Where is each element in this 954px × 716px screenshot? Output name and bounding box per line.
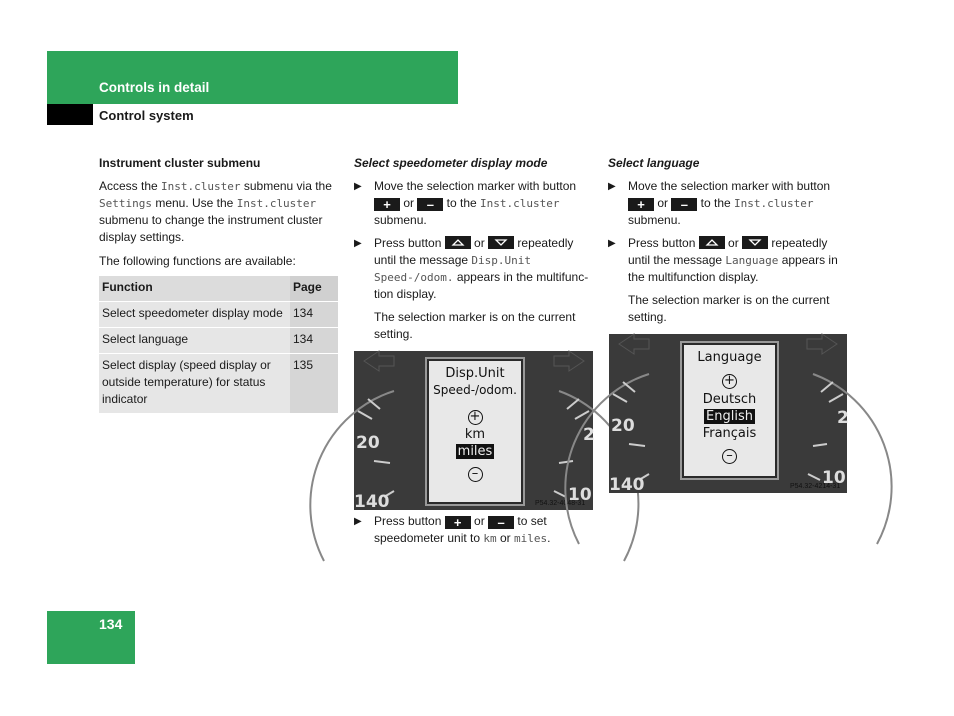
display-line: Language xyxy=(697,350,762,365)
display-message: Disp.Unit Speed-/odom. xyxy=(374,254,531,284)
text: menu. Use the xyxy=(151,196,237,210)
table-row xyxy=(99,302,338,328)
minus-button-icon: – xyxy=(671,198,697,211)
para-access xyxy=(99,178,339,246)
column-1 xyxy=(99,155,339,414)
table-cell-function: Select speedometer display mode xyxy=(99,302,290,328)
display-message: Language xyxy=(725,254,779,267)
display-message: miles xyxy=(514,532,548,545)
header-marker xyxy=(47,104,93,125)
section-title: Controls in detail xyxy=(99,80,210,95)
text: or xyxy=(654,196,672,210)
step-2 xyxy=(608,235,848,286)
plus-button-icon: + xyxy=(628,198,654,211)
bullet-arrow-icon: ▶ xyxy=(608,238,616,249)
text: repeatedly until the message xyxy=(628,236,828,267)
display-message: Settings xyxy=(99,197,152,210)
table-header-function: Function xyxy=(99,276,290,302)
text: submenu to change the instrument cluster display settings. xyxy=(99,213,323,244)
plus-button-icon: + xyxy=(445,516,471,529)
figure-language-display xyxy=(609,334,847,493)
display-line: Speed-/odom. xyxy=(433,383,517,397)
display-option: Deutsch xyxy=(702,392,757,407)
text: submenu. xyxy=(628,213,681,227)
display-message: Inst.cluster xyxy=(480,197,560,210)
page-number: 134 xyxy=(99,616,123,632)
gauge-label: 10 xyxy=(822,468,846,488)
functions-table xyxy=(99,276,338,414)
down-button-icon xyxy=(488,236,514,249)
figure-code: P54.32-4214-31 xyxy=(790,483,841,490)
bullet-arrow-icon: ▶ xyxy=(354,181,362,192)
display-option-selected: miles xyxy=(457,444,493,459)
text: appears in the multifunc-tion display. xyxy=(374,270,589,301)
column-2 xyxy=(354,155,594,343)
plus-button-icon: + xyxy=(374,198,400,211)
column-3 xyxy=(608,155,848,326)
bullet-arrow-icon: ▶ xyxy=(354,516,362,527)
gauge-label: 140 xyxy=(609,475,645,495)
heading-speedometer-mode: Select speedometer display mode xyxy=(354,156,548,170)
text: to set speedometer unit to xyxy=(374,514,547,545)
text: submenu. xyxy=(374,213,427,227)
down-button-icon xyxy=(742,236,768,249)
minus-button-icon: – xyxy=(488,516,514,529)
table-cell-page: 135 xyxy=(290,354,338,414)
minus-circle-icon: – xyxy=(722,449,737,464)
text: Move the selection marker with button xyxy=(628,179,831,193)
plus-circle-icon: + xyxy=(722,374,737,389)
display-message: km xyxy=(483,532,497,545)
display-message: Inst.cluster xyxy=(236,197,317,210)
text: appears in the multifunction display. xyxy=(628,253,838,284)
minus-circle-icon: – xyxy=(468,467,483,482)
step-2 xyxy=(354,235,594,303)
heading-instrument-cluster: Instrument cluster submenu xyxy=(99,156,261,170)
text: . xyxy=(547,531,551,545)
gauge-label: 20 xyxy=(611,416,635,436)
table-cell-function: Select display (speed display or outside temperature) for status indicator xyxy=(99,354,290,414)
step-1 xyxy=(608,178,848,229)
minus-button-icon: – xyxy=(417,198,443,211)
text: submenu via the xyxy=(240,179,332,193)
step-1 xyxy=(354,178,594,229)
multifunction-display xyxy=(682,343,777,478)
text: or xyxy=(724,236,743,250)
gauge-label: 10 xyxy=(568,485,592,505)
text: or xyxy=(400,196,418,210)
text: Press button xyxy=(628,236,699,250)
note-selection: The selection marker is on the current setting. xyxy=(374,310,576,341)
figure-code: P54.32-4048-31 xyxy=(535,500,586,507)
text: to the xyxy=(697,196,735,210)
up-button-icon xyxy=(445,236,471,249)
up-button-icon xyxy=(699,236,725,249)
table-row xyxy=(99,328,338,354)
note-selection: The selection marker is on the current setting. xyxy=(628,293,830,324)
text: Move the selection marker with button xyxy=(374,179,577,193)
text: Press button xyxy=(374,236,445,250)
display-line: Disp.Unit xyxy=(445,366,505,381)
text: or xyxy=(470,236,489,250)
gauge-label: 140 xyxy=(354,492,390,512)
table-row xyxy=(99,354,338,414)
gauge-label: 20 xyxy=(356,433,380,453)
gauge-label: 2 xyxy=(583,425,595,445)
column-2-bottom xyxy=(354,513,594,547)
table-header-page: Page xyxy=(290,276,338,302)
figure-speedometer-display xyxy=(354,351,593,510)
display-option: km xyxy=(464,427,486,442)
bullet-arrow-icon: ▶ xyxy=(608,181,616,192)
display-message: Inst.cluster xyxy=(734,197,814,210)
display-option-selected: English xyxy=(706,409,753,424)
heading-language: Select language xyxy=(608,156,700,170)
plus-circle-icon: + xyxy=(468,410,483,425)
gauge-label: 2 xyxy=(837,408,849,428)
step-3 xyxy=(354,513,594,547)
text: Access the xyxy=(99,179,162,193)
table-cell-page: 134 xyxy=(290,328,338,354)
text: Press button xyxy=(374,514,445,528)
bullet-arrow-icon: ▶ xyxy=(354,238,362,249)
table-cell-page: 134 xyxy=(290,302,338,328)
table-header-row xyxy=(99,276,338,302)
para-functions: The following functions are available: xyxy=(99,254,296,268)
display-message: Inst.cluster xyxy=(161,180,241,193)
multifunction-display xyxy=(427,359,523,504)
section-subtitle: Control system xyxy=(99,108,194,123)
table-cell-function: Select language xyxy=(99,328,290,354)
display-option: Français xyxy=(702,426,757,441)
text: repeatedly until the message xyxy=(374,236,574,267)
header-band xyxy=(47,51,458,104)
text: or xyxy=(496,531,514,545)
text: to the xyxy=(443,196,481,210)
text: or xyxy=(470,514,489,528)
